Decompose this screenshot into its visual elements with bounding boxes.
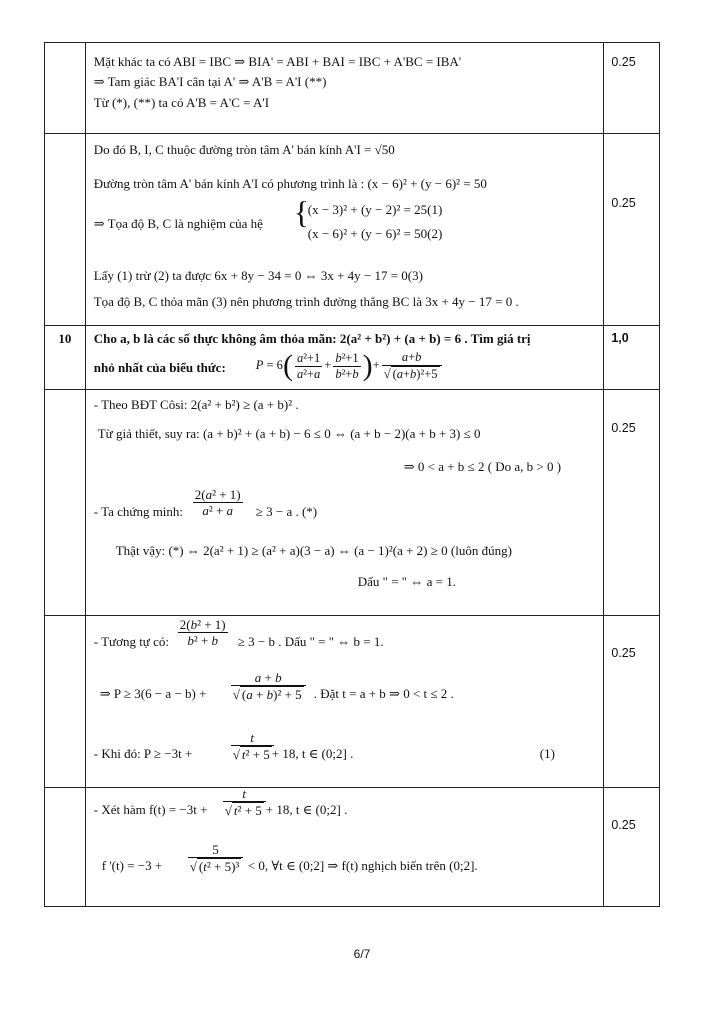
table-row [45,788,660,907]
table-row [45,326,660,390]
text-line: ≥ 3 − b . Dấu " = " ⇔ b = 1. [237,634,384,649]
score-cell [604,390,660,616]
text-line: Mặt khác ta có ABI = IBC ⇒ BIA' = ABI + BAI = IBC + A'BC = IBA' [93,54,462,69]
row-number-cell [45,788,86,907]
fraction: $\frac{a + b}{\text{√ (a + b)² + 5}}$ [229,670,308,702]
fraction: $\frac{5}{\text{√ (t² + 5)³}}$ [186,842,246,874]
question-number: 10 [58,331,72,346]
table-row [45,134,660,326]
text-line: - Theo BĐT Côsi: 2(a² + b²) ≥ (a + b)² . [93,397,299,412]
text-line: Do đó B, I, C thuộc đường tròn tâm A' bán kính A'I = √50 [93,142,395,157]
row-number-cell [45,616,86,788]
content-cell [85,326,604,390]
row-number-cell [45,134,86,326]
score-value: 0.25 [611,646,636,660]
score-cell [604,616,660,788]
text-line: - Khi đó: P ≥ −3t + [93,746,193,761]
text-line: - Xét hàm f(t) = −3t + [93,802,208,817]
page-number: 6/7 [353,947,371,961]
score-value: 0.25 [611,55,636,69]
table-row [45,43,660,134]
text-line: + 18, t ∈ (0;2] . [265,802,348,817]
row-number-cell [45,390,86,616]
score-value: 0.25 [611,196,636,210]
score-cell [604,326,660,390]
equation-1: (x − 3)² + (y − 2)² = 25(1) [307,202,443,217]
system-brace: { [293,194,310,230]
question-text: nhỏ nhất của biểu thức: [93,360,226,375]
text-line: Tọa độ B, C thỏa mãn (3) nên phương trình đường thẳng BC là 3x + 4y − 17 = 0 . [93,294,519,309]
score-cell [604,43,660,134]
content-cell [85,390,604,616]
text-line: Từ (*), (**) ta có A'B = A'C = A'I [93,95,270,110]
content-cell [85,43,604,134]
equation-label: (1) [539,746,555,761]
text-line: ≥ 3 − a . (*) [255,504,318,519]
content-cell [85,134,604,326]
fraction: $\frac{\text{2(a² + 1)}}{\text{a² + a}}$ [194,487,241,518]
text-line: - Tương tự có: [93,634,169,649]
text-line: Thật vậy: (*) ⇔ 2(a² + 1) ≥ (a² + a)(3 − a) ⇔ (a − 1)²(a + 2) ≥ 0 (luôn đúng) [115,543,512,558]
score-cell [604,788,660,907]
text-line: - Ta chứng minh: [93,504,184,519]
text-line: Dấu " = " ⇔ a = 1. [357,574,456,589]
text-line: ⇒ Tam giác BA'I cân tại A' ⇒ A'B = A'I (**) [93,74,327,89]
row-number-cell [45,326,86,390]
text-line: . Đặt t = a + b ⇒ 0 < t ≤ 2 . [313,686,454,701]
fraction: $\frac{t}{\text{√ t² + 5}}$ [221,786,268,818]
table-row [45,616,660,788]
question-formula: P = 6( $\frac{\text{a²+1}}{\text{a²+a}}$ + $\frac{\text{b²+1}}{\text{b²+b}}$ )+ $\frac{a+b}{\text{√ (a+b)²+5}}$ [256,350,444,382]
text-line: Đường tròn tâm A' bán kính A'I có phương trình là : (x − 6)² + (y − 6)² = 50 [93,176,487,191]
content-cell [85,616,604,788]
fraction: $\frac{t}{\text{√ t² + 5}}$ [229,730,276,762]
text-line: Từ giả thiết, suy ra: (a + b)² + (a + b) − 6 ≤ 0 ⇔ (a + b − 2)(a + b + 3) ≤ 0 [97,426,481,441]
text-line: Lấy (1) trừ (2) ta được 6x + 8y − 34 = 0 ⇔ 3x + 4y − 17 = 0(3) [93,268,423,283]
score-cell [604,134,660,326]
text-line: ⇒ P ≥ 3(6 − a − b) + [99,686,207,701]
question-text: Cho a, b là các số thực không âm thỏa mãn: 2(a² + b²) + (a + b) = 6 . Tìm giá trị [93,331,531,346]
text-line: ⇒ Tọa độ B, C là nghiệm của hệ [93,216,263,231]
content-cell [85,788,604,907]
text-line: ⇒ 0 < a + b ≤ 2 ( Do a, b > 0 ) [403,459,562,474]
fraction: $\frac{\text{2(b² + 1)}}{\text{b² + b}}$ [179,617,226,648]
score-value: 1,0 [611,331,629,345]
solution-table [44,42,660,907]
table-row [45,390,660,616]
text-line: f '(t) = −3 + [101,858,163,873]
equation-2: (x − 6)² + (y − 6)² = 50(2) [307,226,443,241]
text-line: < 0, ∀t ∈ (0;2] ⇒ f(t) nghịch biến trên (0;2]. [247,858,478,873]
score-value: 0.25 [611,421,636,435]
score-value: 0.25 [611,818,636,832]
text-line: + 18, t ∈ (0;2] . [271,746,354,761]
row-number-cell [45,43,86,134]
